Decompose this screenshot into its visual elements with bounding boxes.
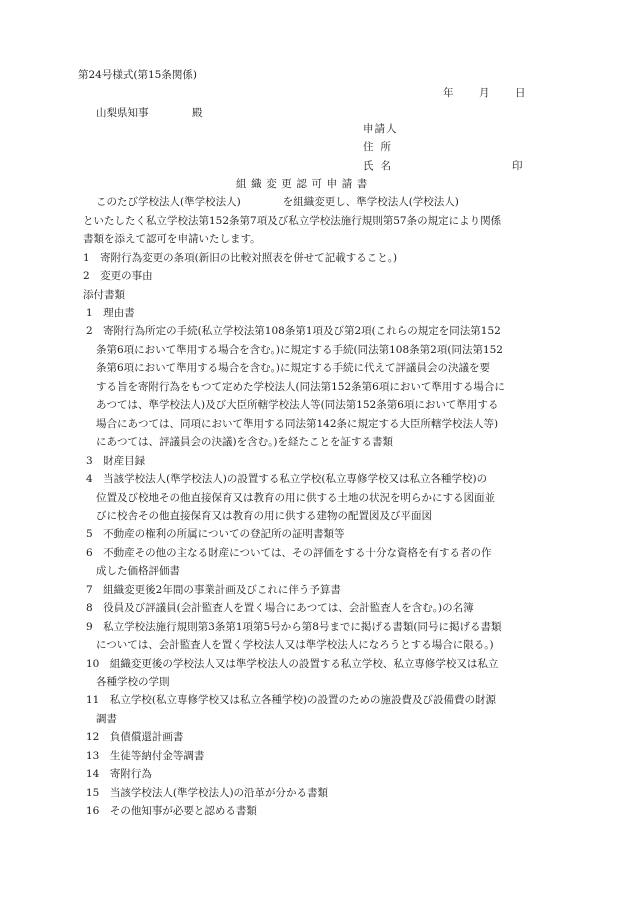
attachment-item-11: 11 私立学校(私立専修学校又は私立各種学校)の設置のための施設費及び設備費の財源 [86, 694, 497, 707]
attachment-item-15: 15 当該学校法人(準学校法人)の沿革が分かる書類 [86, 786, 329, 799]
attachment-item-3: 3 財産目録 [86, 454, 146, 467]
attachment-item-6-cont: 成した価格評価書 [96, 565, 180, 578]
date-year-label: 年 [443, 87, 454, 99]
addressee-governor: 山梨県知事 [96, 107, 149, 119]
attachment-item-16: 16 その他知事が必要と認める書類 [86, 805, 257, 818]
item-1: 1 寄附行為変更の条項(新旧の比較対照表を併せて記載すること。) [83, 252, 398, 264]
name-label: 氏名 [363, 160, 398, 172]
attachment-item-2-cont: する旨を寄附行為をもつて定めた学校法人(同法第152条第6項において準用する場合に [96, 380, 505, 393]
attachment-item-12: 12 負債償還計画書 [86, 731, 184, 744]
attachment-item-2: 2 寄附行為所定の手続(私立学校法第108条第1項及び第2項(これらの規定を同法第152 [86, 325, 501, 338]
attachment-item-10: 10 組織変更後の学校法人又は準学校法人の設置する私立学校、私立専修学校又は私立 [86, 657, 499, 670]
form-number: 第24号様式(第15条関係) [78, 69, 197, 81]
document-title: 組織変更認可申請書 [236, 178, 372, 190]
applicant-label: 申請人 [363, 123, 398, 135]
date-day-label: 日 [515, 87, 526, 99]
attachment-item-9-cont: については、会計監査人を置く学校法人又は準学校法人になろうとする場合に限る。) [96, 639, 494, 652]
attachment-item-14: 14 寄附行為 [86, 768, 152, 781]
attachment-item-9: 9 私立学校法施行規則第3条第1項第5号から第8号までに掲げる書類(同号に掲げる書類 [86, 620, 502, 633]
intro-line-2: といたしたく私立学校法第152条第7項及び私立学校法施行規則第57条の規定により関係 [83, 215, 502, 227]
intro-line-1a: このたび学校法人(準学校法人) [96, 196, 241, 208]
attachment-item-2-cont: にあつては、評議員会の決議)を含む。)を経たことを証する書類 [96, 436, 393, 449]
addressee-honorific: 殿 [192, 107, 203, 119]
attachment-item-5: 5 不動産の権利の所属についての登記所の証明書類等 [86, 528, 345, 541]
intro-line-1 [96, 193, 459, 212]
attachment-item-6: 6 不動産その他の主なる財産については、その評価をする十分な資格を有する者の作 [86, 546, 492, 559]
attachment-item-2-cont: 場合にあつては、同項において準用する同法第142条に規定する大臣所轄学校法人等) [96, 417, 499, 430]
attachment-item-1: 1 理由書 [86, 307, 135, 319]
date-line [443, 84, 526, 103]
item-2: 2 変更の事由 [83, 270, 153, 282]
attachment-item-4-cont: びに校舎その他直接保育又は教育の用に供する建物の配置図及び平面図 [96, 509, 432, 522]
attachment-item-10-cont: 各種学校の学則 [96, 676, 170, 688]
attachment-item-2-cont: 条第6項において準用する場合を含む。)に規定する手続(同法第108条第2項(同法第152 [96, 343, 503, 356]
attachment-item-2-cont: 条第6項において準用する場合を含む。)に規定する手続に代えて評議員会の決議を要 [96, 362, 491, 375]
attachment-item-13: 13 生徒等納付金等調書 [86, 749, 205, 762]
intro-line-3: 書類を添えて認可を申請いたします。 [83, 233, 261, 245]
date-month-label: 月 [479, 87, 490, 99]
attachment-item-4: 4 当該学校法人(準学校法人)の設置する私立学校(私立専修学校又は私立各種学校)の [86, 473, 488, 486]
attachment-item-7: 7 組織変更後2年間の事業計画及びこれに伴う予算書 [86, 583, 341, 596]
intro-line-1b: を組織変更し、準学校法人(学校法人) [282, 196, 459, 208]
attachment-item-11-cont: 調書 [96, 712, 117, 725]
addressee [96, 104, 203, 123]
address-label: 住所 [363, 141, 398, 153]
attachment-item-8: 8 役員及び評議員(会計監査人を置く場合にあつては、会計監査人を含む。)の名簿 [86, 602, 474, 615]
attachment-item-4-cont: 位置及び校地その他直接保育又は教育の用に供する土地の状況を明らかにする図面並 [96, 491, 495, 504]
attachments-heading: 添付書類 [83, 289, 125, 301]
seal-label: 印 [512, 160, 523, 172]
attachment-item-2-cont: あつては、準学校法人)及び大臣所轄学校法人等(同法第152条第6項において準用する [96, 399, 499, 412]
